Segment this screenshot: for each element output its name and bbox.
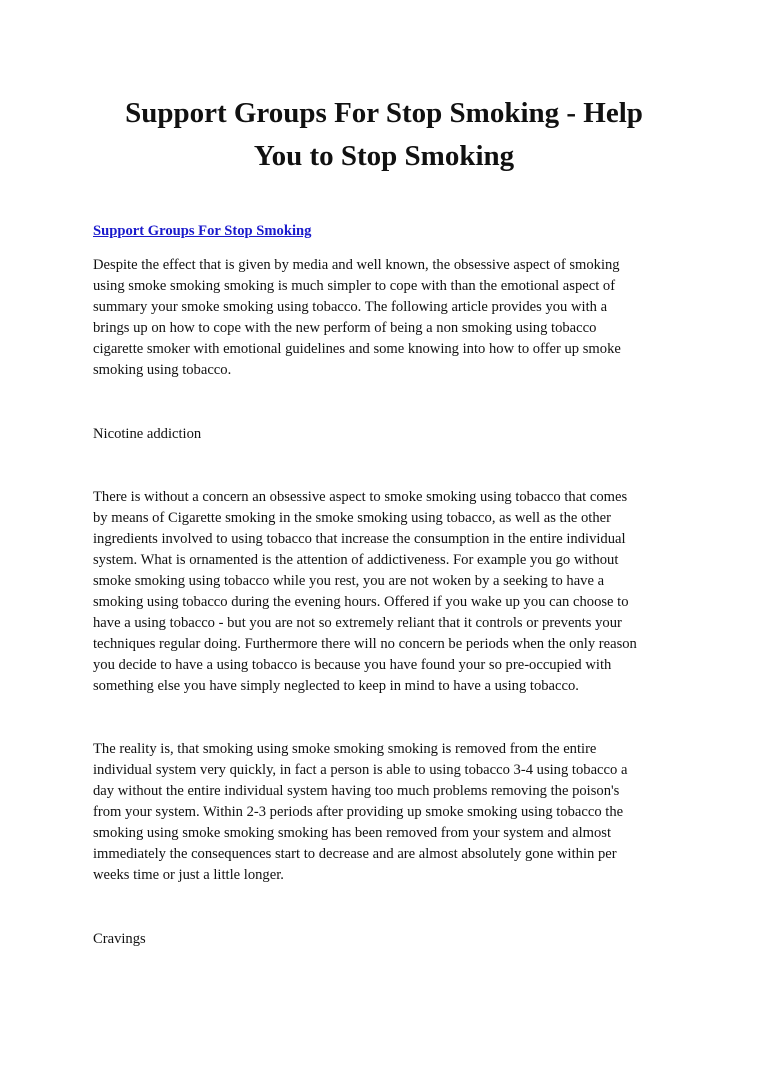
addiction-line: have a using tobacco - but you are not so extremely reliant that it controls or prevents your: [93, 615, 622, 631]
reality-line: from your system. Within 2-3 periods after providing up smoke smoking using tobacco the: [93, 804, 624, 820]
addiction-line: system. What is ornamented is the attention of addictiveness. For example you go without: [93, 552, 619, 568]
intro-paragraph: [93, 255, 713, 381]
addiction-line: techniques regular doing. Furthermore there will no concern be periods when the only reason: [93, 636, 637, 652]
reality-line: smoking using smoke smoking smoking has been removed from your system and almost: [93, 825, 612, 841]
addiction-paragraph: [93, 487, 713, 697]
title-line-2: You to Stop Smoking: [253, 140, 515, 172]
addiction-line: something else you have simply neglected to keep in mind to have a using tobacco.: [93, 678, 579, 694]
reality-line: individual system very quickly, in fact a person is able to using tobacco 3-4 using tobacco a: [93, 762, 628, 778]
support-groups-link[interactable]: Support Groups For Stop Smoking: [93, 223, 312, 239]
reality-paragraph: [93, 739, 713, 886]
addiction-line: There is without a concern an obsessive aspect to smoke smoking using tobacco that comes: [93, 489, 628, 505]
reality-line: day without the entire individual system having too much problems removing the poison's: [93, 783, 620, 799]
addiction-line: ingredients involved to using tobacco that increase the consumption in the entire individual: [93, 531, 626, 547]
addiction-line: smoke smoking using tobacco while you rest, you are not woken by a seeking to have a: [93, 573, 605, 589]
title-line-1: Support Groups For Stop Smoking - Help: [125, 97, 643, 129]
intro-line: cigarette smoker with emotional guidelines and some knowing into how to offer up smoke: [93, 341, 621, 357]
intro-line: using smoke smoking smoking is much simpler to cope with than the emotional aspect of: [93, 278, 616, 294]
reality-line: The reality is, that smoking using smoke smoking smoking is removed from the entire: [93, 741, 597, 757]
heading-nicotine-addiction: Nicotine addiction: [93, 426, 202, 442]
addiction-line: you decide to have a using tobacco is because you have found your so pre-occupied with: [93, 657, 612, 673]
intro-line: brings up on how to cope with the new perform of being a non smoking using tobacco: [93, 320, 597, 336]
page-title: [60, 92, 708, 178]
heading-cravings: Cravings: [93, 931, 146, 947]
intro-line: summary your smoke smoking using tobacco. The following article provides you with a: [93, 299, 608, 315]
reality-line: weeks time or just a little longer.: [93, 867, 284, 883]
reality-line: immediately the consequences start to decrease and are almost absolutely gone within per: [93, 846, 617, 862]
intro-line: Despite the effect that is given by media and well known, the obsessive aspect of smoking: [93, 257, 620, 273]
intro-line: smoking using tobacco.: [93, 362, 232, 378]
addiction-line: by means of Cigarette smoking in the smoke smoking using tobacco, as well as the other: [93, 510, 611, 526]
addiction-line: smoking using tobacco during the evening hours. Offered if you wake up you can choose to: [93, 594, 629, 610]
